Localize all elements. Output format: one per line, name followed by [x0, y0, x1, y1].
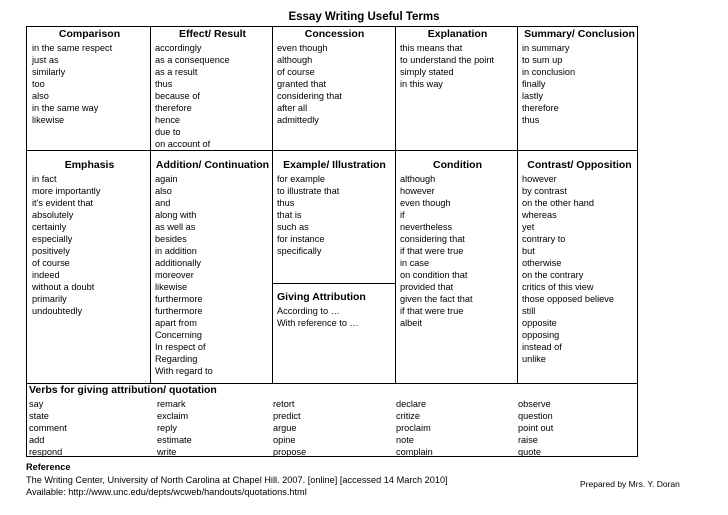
term-item: however: [522, 174, 557, 184]
verb-column: [29, 398, 67, 458]
term-item: of course: [277, 67, 315, 77]
term-list: [32, 173, 147, 317]
reference-citation: The Writing Center, University of North Carolina at Chapel Hill. 2007. [online] [accessed 14 March 2010]: [26, 474, 448, 485]
term-item: to sum up: [522, 55, 563, 65]
term-item: positively: [32, 246, 70, 256]
term-item: hence: [155, 115, 181, 125]
section-example-illustration: [277, 159, 392, 257]
reference-block: [26, 461, 448, 499]
term-item: of course: [32, 258, 70, 268]
reference-url: Available: http://www.unc.edu/depts/wcweb/handouts/quotations.html: [26, 487, 307, 497]
term-item: such as: [277, 222, 309, 232]
term-item: along with: [155, 210, 197, 220]
section-heading: Concession: [304, 28, 365, 40]
term-item: lastly: [522, 91, 543, 101]
verb-list: [157, 398, 192, 458]
term-item: add: [29, 435, 45, 445]
term-item: by contrast: [522, 186, 567, 196]
term-item: reply: [157, 423, 177, 433]
term-item: Concerning: [155, 330, 202, 340]
term-list: [522, 42, 637, 126]
term-list: [277, 42, 392, 126]
term-item: due to: [155, 127, 181, 137]
term-item: complain: [396, 447, 433, 457]
term-item: if that were true: [400, 246, 464, 256]
term-item: predict: [273, 411, 301, 421]
term-item: remark: [157, 399, 186, 409]
term-item: on account of: [155, 139, 211, 149]
term-item: comment: [29, 423, 67, 433]
reference-heading: Reference: [26, 462, 71, 472]
column-divider: [150, 27, 151, 383]
term-item: apart from: [155, 318, 197, 328]
term-list: [155, 42, 270, 150]
section-summary-conclusion: [522, 28, 637, 126]
term-item: thus: [155, 79, 173, 89]
term-item: simply stated: [400, 67, 454, 77]
term-item: for instance: [277, 234, 325, 244]
term-item: without a doubt: [32, 282, 95, 292]
term-item: declare: [396, 399, 427, 409]
term-item: granted that: [277, 79, 327, 89]
term-item: especially: [32, 234, 73, 244]
term-item: similarly: [32, 67, 66, 77]
section-heading: Effect/ Result: [178, 28, 247, 40]
term-item: in case: [400, 258, 430, 268]
verbs-heading: Verbs for giving attribution/ quotation: [29, 384, 217, 396]
attribution-divider: [272, 283, 395, 284]
section-heading: Addition/ Continuation: [155, 159, 270, 171]
term-item: albeit: [400, 318, 422, 328]
term-item: According to …: [277, 306, 340, 316]
term-item: likewise: [155, 282, 188, 292]
term-item: because of: [155, 91, 200, 101]
term-item: if that were true: [400, 306, 464, 316]
term-list: [277, 305, 392, 329]
section-comparison: [32, 28, 147, 126]
term-item: estimate: [157, 435, 192, 445]
term-item: in this way: [400, 79, 443, 89]
term-item: observe: [518, 399, 551, 409]
section-heading: Giving Attribution: [277, 291, 366, 303]
verb-list: [396, 398, 433, 458]
term-item: Regarding: [155, 354, 198, 364]
term-item: that is: [277, 210, 302, 220]
term-item: as a result: [155, 67, 198, 77]
term-list: [155, 173, 270, 377]
row-divider: [27, 150, 637, 151]
verb-column: [157, 398, 192, 458]
term-item: in addition: [155, 246, 197, 256]
term-item: With regard to: [155, 366, 213, 376]
term-list: [32, 42, 147, 126]
term-item: again: [155, 174, 178, 184]
term-item: argue: [273, 423, 297, 433]
term-item: nevertheless: [400, 222, 453, 232]
term-item: in conclusion: [522, 67, 576, 77]
term-item: critics of this view: [522, 282, 594, 292]
term-item: exclaim: [157, 411, 189, 421]
term-item: admittedly: [277, 115, 319, 125]
term-item: more importantly: [32, 186, 101, 196]
term-item: moreover: [155, 270, 194, 280]
term-item: those opposed believe: [522, 294, 614, 304]
term-item: even though: [400, 198, 451, 208]
section-heading: Example/ Illustration: [283, 159, 386, 171]
term-list: [277, 173, 392, 257]
term-item: instead of: [522, 342, 562, 352]
term-item: specifically: [277, 246, 322, 256]
term-item: although: [277, 55, 313, 65]
term-item: finally: [522, 79, 546, 89]
term-item: likewise: [32, 115, 65, 125]
section-concession: [277, 28, 392, 126]
term-item: respond: [29, 447, 63, 457]
verb-column: [518, 398, 553, 458]
section-giving-attribution: [277, 291, 392, 329]
term-item: on the contrary: [522, 270, 584, 280]
term-item: additionally: [155, 258, 201, 268]
term-item: although: [400, 174, 436, 184]
section-contrast-opposition: [522, 159, 637, 365]
verb-column: [396, 398, 433, 458]
term-item: furthermore: [155, 294, 203, 304]
term-item: critize: [396, 411, 420, 421]
term-item: too: [32, 79, 45, 89]
term-item: quote: [518, 447, 541, 457]
section-heading: Comparison: [58, 28, 121, 40]
term-item: but: [522, 246, 535, 256]
verb-list: [29, 398, 67, 458]
term-item: point out: [518, 423, 554, 433]
term-item: as a consequence: [155, 55, 230, 65]
section-explanation: [400, 28, 515, 90]
term-item: certainly: [32, 222, 67, 232]
term-item: still: [522, 306, 536, 316]
section-heading: Emphasis: [64, 159, 115, 171]
term-item: proclaim: [396, 423, 431, 433]
term-item: retort: [273, 399, 295, 409]
term-item: as well as: [155, 222, 196, 232]
verb-list: [273, 398, 306, 458]
term-item: considering that: [400, 234, 465, 244]
term-item: question: [518, 411, 553, 421]
author-credit: Prepared by Mrs. Y. Doran: [580, 479, 680, 489]
term-item: absolutely: [32, 210, 74, 220]
term-item: to illustrate that: [277, 186, 340, 196]
term-item: undoubtedly: [32, 306, 83, 316]
term-item: note: [396, 435, 414, 445]
term-item: also: [32, 91, 49, 101]
term-item: indeed: [32, 270, 60, 280]
section-heading: Condition: [433, 159, 482, 171]
term-item: otherwise: [522, 258, 562, 268]
term-item: on condition that: [400, 270, 468, 280]
term-item: after all: [277, 103, 308, 113]
term-item: besides: [155, 234, 187, 244]
term-item: opposing: [522, 330, 560, 340]
term-item: also: [155, 186, 172, 196]
term-item: contrary to: [522, 234, 566, 244]
term-item: it's evident that: [32, 198, 93, 208]
page-title: Essay Writing Useful Terms: [288, 11, 440, 23]
term-item: state: [29, 411, 49, 421]
term-list: [400, 42, 515, 90]
term-item: considering that: [277, 91, 342, 101]
term-item: in summary: [522, 43, 570, 53]
section-addition-continuation: [155, 159, 270, 377]
term-item: to understand the point: [400, 55, 494, 65]
term-item: therefore: [155, 103, 192, 113]
term-list: [522, 173, 637, 365]
term-item: In respect of: [155, 342, 206, 352]
section-heading: Summary/ Conclusion: [524, 28, 635, 40]
section-heading: Contrast/ Opposition: [527, 159, 632, 171]
term-item: and: [155, 198, 171, 208]
term-item: whereas: [522, 210, 557, 220]
term-item: accordingly: [155, 43, 202, 53]
term-item: just as: [32, 55, 59, 65]
term-list: [400, 173, 515, 329]
term-item: for example: [277, 174, 326, 184]
term-item: even though: [277, 43, 328, 53]
term-item: thus: [277, 198, 295, 208]
column-divider: [272, 27, 273, 383]
term-item: in the same respect: [32, 43, 113, 53]
section-emphasis: [32, 159, 147, 317]
term-item: on the other hand: [522, 198, 595, 208]
term-item: propose: [273, 447, 307, 457]
term-item: provided that: [400, 282, 454, 292]
term-item: opine: [273, 435, 296, 445]
section-heading: Explanation: [427, 28, 488, 40]
term-item: in the same way: [32, 103, 99, 113]
column-divider: [395, 27, 396, 383]
term-item: if: [400, 210, 405, 220]
verb-column: [273, 398, 306, 458]
term-item: thus: [522, 115, 540, 125]
verb-list: [518, 398, 553, 458]
term-item: raise: [518, 435, 538, 445]
terms-table: [26, 26, 638, 457]
section-effect-result: [155, 28, 270, 150]
column-divider: [517, 27, 518, 383]
term-item: therefore: [522, 103, 559, 113]
term-item: unlike: [522, 354, 547, 364]
term-item: yet: [522, 222, 535, 232]
term-item: With reference to …: [277, 318, 359, 328]
term-item: this means that: [400, 43, 463, 53]
term-item: primarily: [32, 294, 67, 304]
term-item: however: [400, 186, 435, 196]
term-item: write: [157, 447, 177, 457]
term-item: in fact: [32, 174, 57, 184]
term-item: given the fact that: [400, 294, 473, 304]
term-item: say: [29, 399, 44, 409]
term-item: furthermore: [155, 306, 203, 316]
section-condition: [400, 159, 515, 329]
term-item: opposite: [522, 318, 557, 328]
